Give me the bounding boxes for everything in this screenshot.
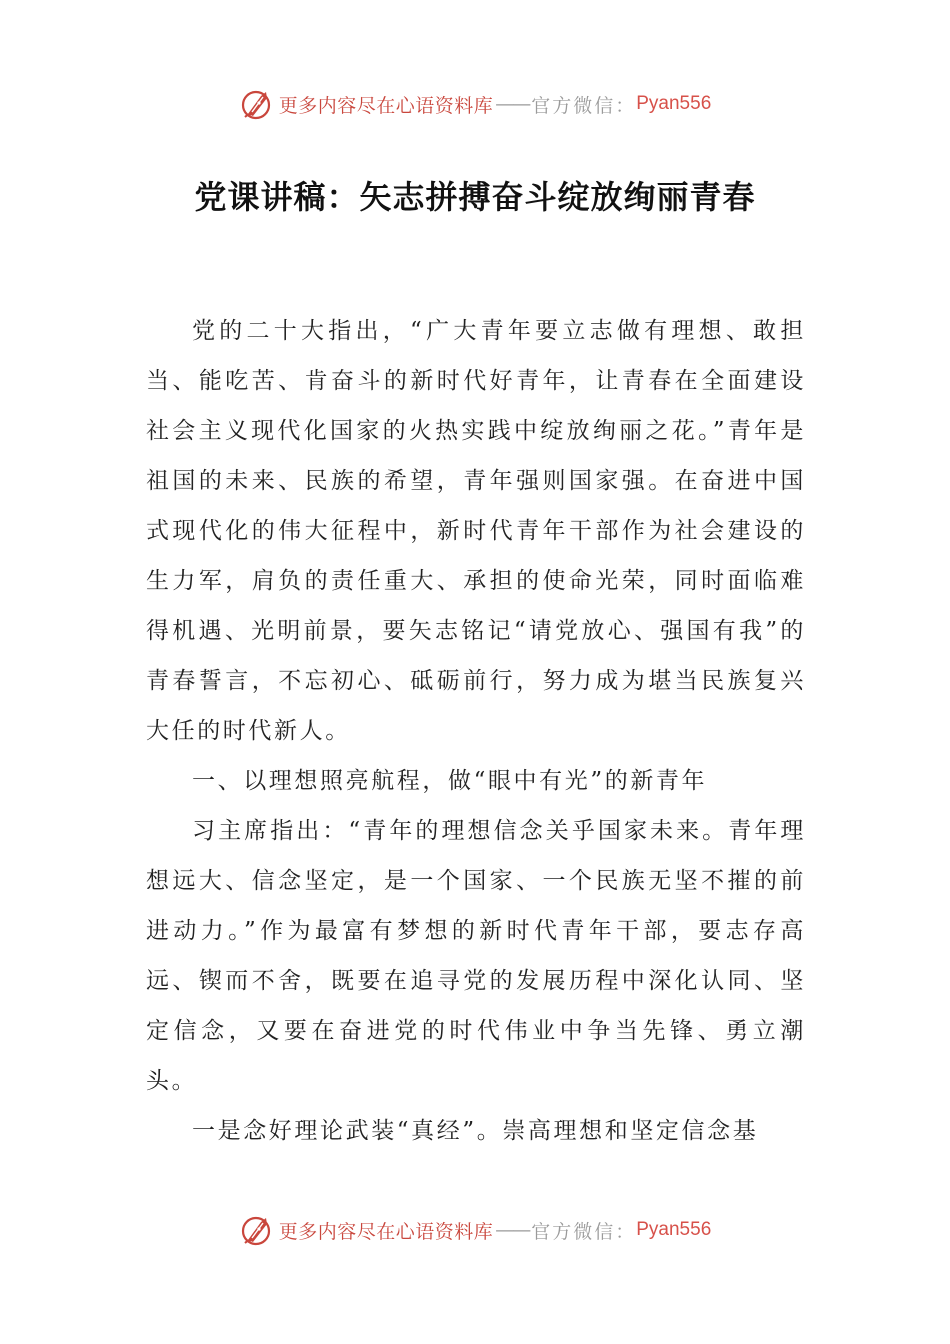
watermark-dash: —— (495, 93, 530, 115)
paragraph-intro: 党的二十大指出，“广大青年要立志做有理想、敢担当、能吃苦、肯奋斗的新时代好青年，让青春在全面建设社会主义现代化国家的火热实践中绽放绚丽之花。”青年是祖国的未来、民族的希望，青年强则国家强。在奋进中国式现代化的伟大征程中，新时代青年干部作为社会建设的生力军，肩负的责任重大、承担的使命光荣，同时面临难得机遇、光明前景，要矢志铭记“请党放心、强国有我”的青春誓言，不忘初心、砥砺前行，努力成为堪当民族复兴大任的时代新人。 (146, 318, 806, 744)
pen-nib-logo-icon (239, 86, 275, 122)
watermark-wechat-id: Pyan556 (636, 1219, 712, 1240)
paragraph-point-1: 一是念好理论武装“真经”。崇高理想和坚定信念基 (192, 1118, 759, 1144)
watermark-banner-top (0, 84, 950, 124)
watermark-banner-bottom (0, 1210, 950, 1250)
section-heading-1: 一、以理想照亮航程，做“眼中有光”的新青年 (192, 768, 708, 794)
document-body (146, 306, 806, 1156)
watermark-wechat-label: 官方微信： (531, 94, 637, 117)
watermark-wechat-id: Pyan556 (636, 93, 712, 114)
watermark-site-text: 更多内容尽在心语资料库 (278, 94, 494, 117)
watermark-site-text: 更多内容尽在心语资料库 (278, 1220, 494, 1243)
watermark-dash: —— (495, 1219, 530, 1241)
document-title: 党课讲稿：矢志拼搏奋斗绽放绚丽青春 (194, 178, 756, 216)
watermark-wechat-label: 官方微信： (531, 1220, 637, 1243)
paragraph-section-1: 习主席指出：“青年的理想信念关乎国家未来。青年理想远大、信念坚定，是一个国家、一个民族无坚不摧的前进动力。”作为最富有梦想的新时代青年干部，要志存高远、锲而不舍，既要在追寻党的发展历程中深化认同、坚定信念，又要在奋进党的时代伟业中争当先锋、勇立潮头。 (146, 818, 806, 1094)
pen-nib-logo-icon (239, 1212, 275, 1248)
